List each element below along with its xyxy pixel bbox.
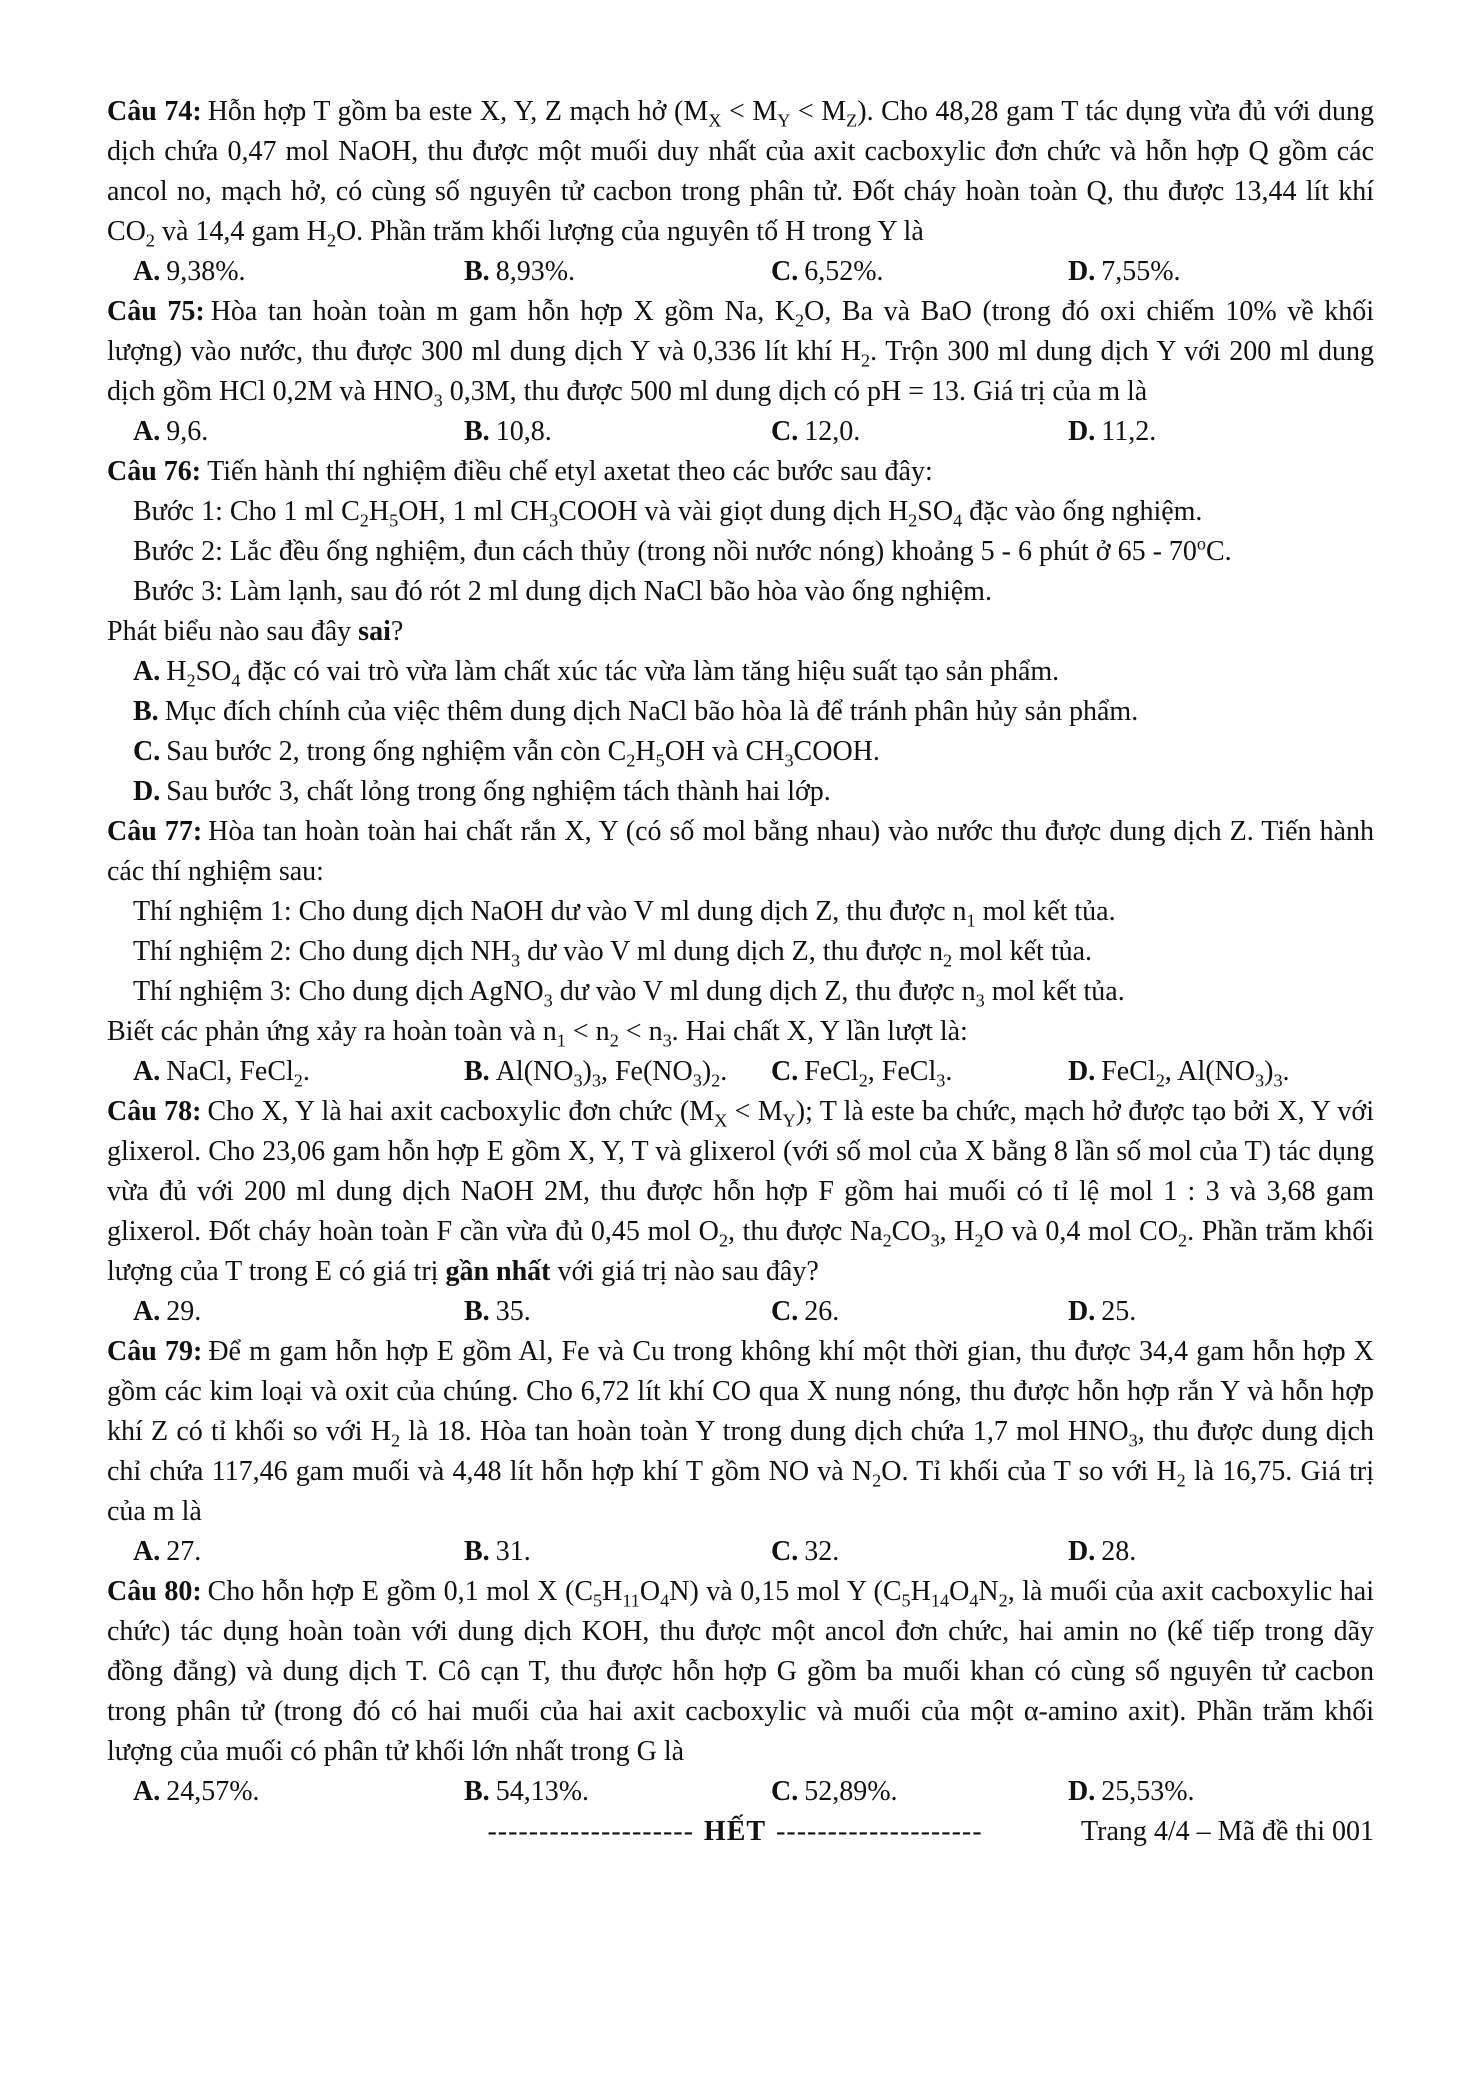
option-key: C.: [133, 736, 161, 767]
question-number: Câu 80:: [107, 1576, 202, 1607]
question-77: [107, 812, 1374, 1092]
step-line: Bước 3: Làm lạnh, sau đó rót 2 ml dung dịch NaCl bão hòa vào ống nghiệm.: [133, 576, 992, 607]
question-text: Tiến hành thí nghiệm điều chế etyl axetat theo các bước sau đây:: [207, 456, 933, 487]
question-stem: [107, 452, 1374, 492]
option-b: [464, 252, 771, 292]
question-stem: [107, 1332, 1374, 1532]
option-text: 25,53%.: [1101, 1776, 1195, 1807]
option-key: A.: [133, 256, 161, 287]
question-text: Để m gam hỗn hợp E gồm Al, Fe và Cu trong không khí một thời gian, thu được 34,4 gam hỗn hợp X gồm các kim loại và oxit của chúng. Cho 6,72 lít khí CO qua X nung nóng, thu được hỗn hợp rắn Y và hỗn hợp khí Z có tỉ khối so với $H_2$ là 18. Hòa tan hoàn toàn Y trong dung dịch chứa 1,7 mol $HNO_3$, thu được dung dịch chỉ chứa 117,46 gam muối và 4,48 lít hỗn hợp khí T gồm NO và $N_2O$. Tỉ khối của T so với $H_2$ là 16,75. Giá trị của m là: [107, 1336, 1375, 1527]
option-key: B.: [464, 1536, 490, 1567]
option-d: [1068, 252, 1374, 292]
option-a: [133, 1532, 464, 1572]
question-text: Hỗn hợp T gồm ba este X, Y, Z mạch hở $(M_X < M_Y < M_Z)$. Cho 48,28 gam T tác dụng vừa đủ với dung dịch chứa 0,47 mol NaOH, thu được một muối duy nhất của axit cacboxylic đơn chức và hỗn hợp Q gồm các ancol no, mạch hở, có cùng số nguyên tử cacbon trong phân tử. Đốt cháy hoàn toàn Q, thu được 13,44 lít khí $CO_2$ và 14,4 gam $H_2O$. Phần trăm khối lượng của nguyên tố H trong Y là: [107, 96, 1375, 251]
statement-text: Sau bước 3, chất lỏng trong ống nghiệm tách thành hai lớp.: [166, 776, 831, 807]
question-text: Hòa tan hoàn toàn hai chất rắn X, Y (có số mol bằng nhau) vào nước thu được dung dịch Z. Tiến hành các thí nghiệm sau:: [107, 816, 1374, 887]
question-79: [107, 1332, 1374, 1572]
option-b: [464, 1772, 771, 1812]
option-text: 25.: [1101, 1296, 1137, 1327]
question-78: [107, 1092, 1374, 1332]
question-text: Cho X, Y là hai axit cacboxylic đơn chức $(M_X < M_Y)$; T là este ba chức, mạch hở được tạo bởi X, Y với glixerol. Cho 23,06 gam hỗn hợp E gồm X, Y, T và glixerol (với số mol của X bằng 8 lần số mol của T) tác dụng vừa đủ với 200 ml dung dịch NaOH 2M, thu được hỗn hợp F gồm hai muối có tỉ lệ mol 1 : 3 và 3,68 gam glixerol. Đốt cháy hoàn toàn F cần vừa đủ 0,45 mol $O_2$, thu được $Na_2CO_3$, $H_2O$ và 0,4 mol $CO_2$. Phần trăm khối lượng của T trong E có giá trị gần nhất với giá trị nào sau đây?: [107, 1096, 1374, 1287]
question-number: Câu 74:: [107, 96, 202, 127]
statement-text: $H_2SO_4$ đặc có vai trò vừa làm chất xúc tác vừa làm tăng hiệu suất tạo sản phẩm.: [166, 656, 1060, 691]
option-key: A.: [133, 1056, 161, 1087]
option-key: A.: [133, 1536, 161, 1567]
option-text: FeCl$_2$, FeCl$_3$.: [804, 1056, 953, 1091]
option-a: [133, 1292, 464, 1332]
option-text: 6,52%.: [804, 256, 884, 287]
experiment-line: Thí nghiệm 1: Cho dung dịch NaOH dư vào V ml dung dịch Z, thu được $n_1$ mol kết tủa.: [133, 896, 1116, 931]
option-key: C.: [771, 416, 799, 447]
option-key: D.: [1068, 1056, 1096, 1087]
option-key: B.: [464, 416, 490, 447]
option-key: B.: [464, 1296, 490, 1327]
option-key: C.: [771, 1056, 799, 1087]
question-stem: [107, 1092, 1374, 1292]
option-text: 26.: [804, 1296, 840, 1327]
option-key: B.: [464, 1776, 490, 1807]
option-text: 12,0.: [804, 416, 861, 447]
option-text: NaCl, FeCl$_2$.: [166, 1056, 310, 1091]
question-number: Câu 79:: [107, 1336, 203, 1367]
option-key: D.: [1068, 256, 1096, 287]
option-c: [771, 1292, 1068, 1332]
experiment-line: Thí nghiệm 3: Cho dung dịch AgNO$_3$ dư vào V ml dung dịch Z, thu được $n_3$ mol kết tủa.: [133, 976, 1125, 1011]
answer-options: [107, 412, 1374, 452]
option-key: A.: [133, 416, 161, 447]
option-text: 31.: [495, 1536, 531, 1567]
question-text: Hòa tan hoàn toàn m gam hỗn hợp X gồm Na, $K_2O$, Ba và BaO (trong đó oxi chiếm 10% về khối lượng) vào nước, thu được 300 ml dung dịch Y và 0,336 lít khí $H_2$. Trộn 300 ml dung dịch Y với 200 ml dung dịch gồm HCl 0,2M và $HNO_3$ 0,3M, thu được 500 ml dung dịch có pH = 13. Giá trị của m là: [107, 296, 1375, 411]
option-text: 54,13%.: [495, 1776, 590, 1807]
option-text: 8,93%.: [495, 256, 576, 287]
question-prompt: Biết các phản ứng xảy ra hoàn toàn và $n_1 < n_2 < n_3$. Hai chất X, Y lần lượt là:: [107, 1016, 968, 1051]
option-text: 24,57%.: [166, 1776, 260, 1807]
statement-b: [107, 692, 1374, 732]
answer-options: [107, 1532, 1374, 1572]
option-key: C.: [771, 256, 799, 287]
option-key: D.: [1068, 1536, 1096, 1567]
option-c: [771, 1772, 1068, 1812]
answer-options: [107, 1292, 1374, 1332]
statement-text: Mục đích chính của việc thêm dung dịch NaCl bão hòa là để tránh phân hủy sản phẩm.: [164, 696, 1139, 727]
end-dashes-right: --------------------: [776, 1816, 983, 1847]
statement-d: [107, 772, 1374, 812]
question-number: Câu 75:: [107, 296, 205, 327]
option-text: 32.: [804, 1536, 840, 1567]
option-key: B.: [464, 256, 490, 287]
experiment-line: Thí nghiệm 2: Cho dung dịch $NH_3$ dư vào V ml dung dịch Z, thu được $n_2$ mol kết tủa.: [133, 936, 1093, 971]
step-line: Bước 1: Cho 1 ml $C_2H_5OH$, 1 ml $CH_3COOH$ và vài giọt dung dịch $H_2SO_4$ đặc vào ống nghiệm.: [133, 496, 1203, 531]
end-dashes-left: --------------------: [487, 1816, 694, 1847]
question-number: Câu 76:: [107, 456, 202, 487]
option-key: B.: [133, 696, 159, 727]
option-key: A.: [133, 1296, 161, 1327]
question-prompt: Phát biểu nào sau đây sai?: [107, 616, 404, 647]
option-text: 35.: [495, 1296, 531, 1327]
option-b: [464, 1292, 771, 1332]
option-a: [133, 252, 464, 292]
answer-options: [107, 1052, 1374, 1092]
option-a: [133, 1052, 464, 1092]
option-a: [133, 1772, 464, 1812]
option-key: D.: [1068, 1296, 1096, 1327]
option-d: [1068, 1532, 1374, 1572]
question-stem: [107, 92, 1374, 252]
option-text: 27.: [166, 1536, 202, 1567]
question-stem: [107, 1572, 1374, 1772]
option-d: [1068, 1772, 1374, 1812]
option-key: B.: [464, 1056, 490, 1087]
option-key: D.: [1068, 416, 1096, 447]
question-number: Câu 78:: [107, 1096, 202, 1127]
question-75: [107, 292, 1374, 452]
statement-text: Sau bước 2, trong ống nghiệm vẫn còn $C_2H_5OH$ và $CH_3COOH$.: [166, 736, 880, 771]
option-text: 52,89%.: [804, 1776, 898, 1807]
option-key: D.: [1068, 1776, 1096, 1807]
question-74: [107, 92, 1374, 292]
option-c: [771, 1532, 1068, 1572]
question-76: [107, 452, 1374, 812]
option-text: 9,6.: [166, 416, 209, 447]
option-key: C.: [771, 1776, 799, 1807]
option-text: $Al(NO_3)_3$, $Fe(NO_3)_2$.: [495, 1056, 728, 1091]
question-stem: [107, 292, 1374, 412]
option-key: D.: [133, 776, 161, 807]
option-c: [771, 252, 1068, 292]
answer-options: [107, 252, 1374, 292]
answer-options: [107, 1772, 1374, 1812]
option-b: [464, 412, 771, 452]
question-stem: [107, 812, 1374, 892]
question-text: Cho hỗn hợp E gồm 0,1 mol X $(C_5H_{11}O_4N)$ và 0,15 mol Y ($C_5H_{14}O_4N_2$, là muối của axit cacboxylic hai chức) tác dụng hoàn toàn với dung dịch KOH, thu được một ancol đơn chức, hai amin no (kế tiếp trong dãy đồng đẳng) và dung dịch T. Cô cạn T, thu được hỗn hợp G gồm ba muối khan có cùng số nguyên tử cacbon trong phân tử (trong đó có hai muối của hai axit cacboxylic và muối của một α-amino axit). Phần trăm khối lượng của muối có phân tử khối lớn nhất trong G là: [107, 1576, 1374, 1767]
option-d: [1068, 1052, 1374, 1092]
option-text: 29.: [166, 1296, 202, 1327]
option-text: FeCl$_2$, $Al(NO_3)_3$.: [1101, 1056, 1290, 1091]
option-key: A.: [133, 1776, 161, 1807]
page-footer: Trang 4/4 – Mã đề thi 001: [1081, 1816, 1374, 1847]
statement-a: [107, 652, 1374, 692]
option-b: [464, 1052, 771, 1092]
option-text: 10,8.: [495, 416, 552, 447]
statement-c: [107, 732, 1374, 772]
option-key: C.: [771, 1296, 799, 1327]
option-b: [464, 1532, 771, 1572]
step-line: Bước 2: Lắc đều ống nghiệm, đun cách thủy (trong nồi nước nóng) khoảng 5 - 6 phút ở 65 - 70$^o$C.: [133, 533, 1232, 567]
option-a: [133, 412, 464, 452]
option-d: [1068, 412, 1374, 452]
end-label: HẾT: [703, 1816, 767, 1847]
option-c: [771, 412, 1068, 452]
option-key: A.: [133, 656, 161, 687]
question-number: Câu 77:: [107, 816, 203, 847]
option-text: 28.: [1101, 1536, 1137, 1567]
option-text: 9,38%.: [166, 256, 246, 287]
option-c: [771, 1052, 1068, 1092]
question-80: [107, 1572, 1374, 1812]
option-d: [1068, 1292, 1374, 1332]
option-key: C.: [771, 1536, 799, 1567]
option-text: 11,2.: [1101, 416, 1157, 447]
option-text: 7,55%.: [1101, 256, 1181, 287]
